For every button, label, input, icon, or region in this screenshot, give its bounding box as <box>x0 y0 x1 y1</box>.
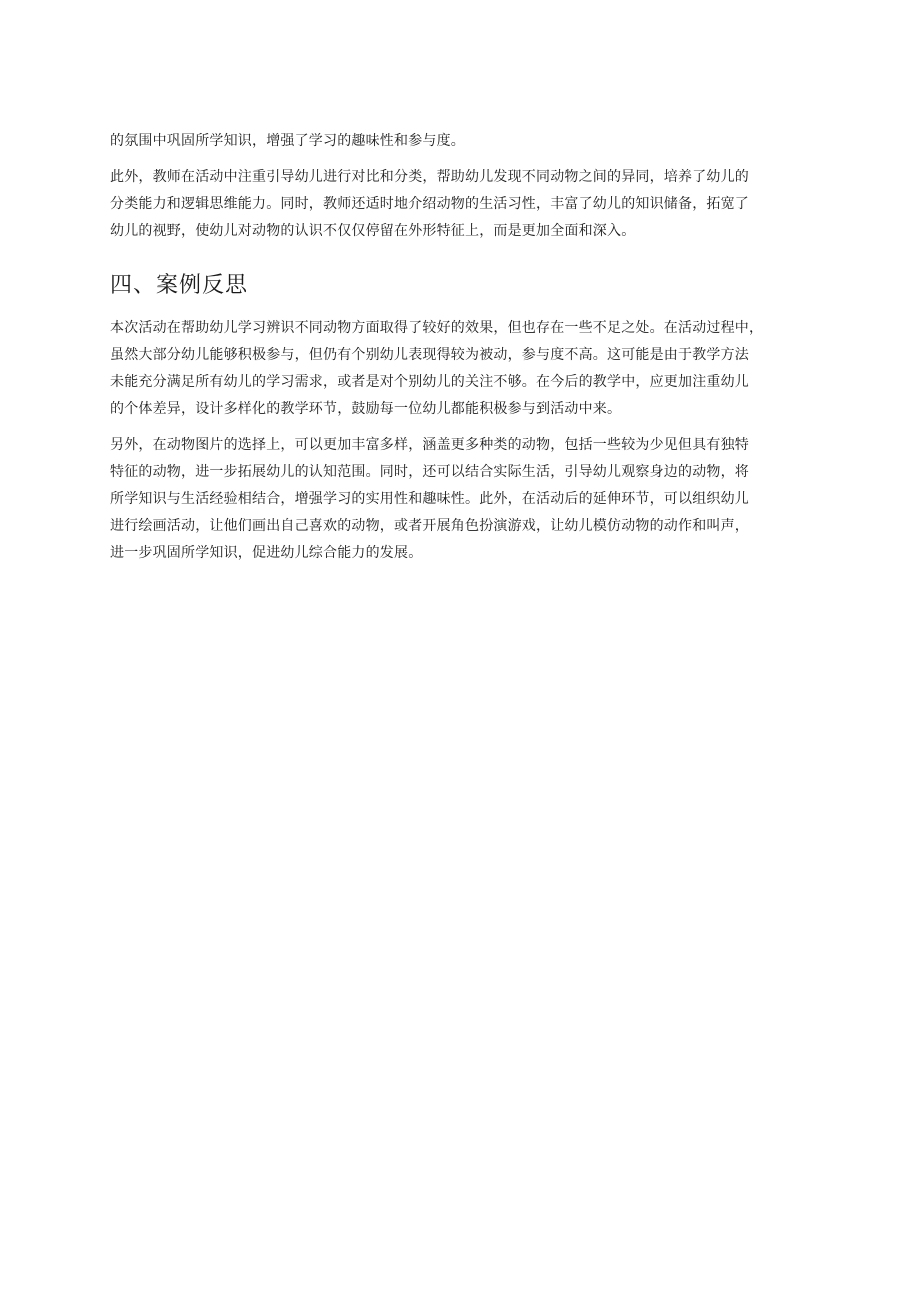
paragraph-1 <box>110 128 812 155</box>
paragraph-2 <box>110 164 812 245</box>
paragraph-line: 进一步巩固所学知识，促进幼儿综合能力的发展。 <box>110 545 423 561</box>
document-body <box>110 128 812 567</box>
paragraph-line: 特征的动物，进一步拓展幼儿的认知范围。同时，还可以结合实际生活，引导幼儿观察身边的动物，将 <box>110 464 749 480</box>
section-heading: 四、案例反思 <box>110 273 249 298</box>
paragraph-line: 幼儿的视野，使幼儿对动物的认识不仅仅停留在外形特征上，而是更加全面和深入。 <box>110 223 636 239</box>
paragraph-line: 未能充分满足所有幼儿的学习需求，或者是对个别幼儿的关注不够。在今后的教学中，应更加注重幼儿 <box>110 374 749 390</box>
paragraph-line: 此外，教师在活动中注重引导幼儿进行对比和分类，帮助幼儿发现不同动物之间的异同，培养了幼儿的 <box>110 169 749 185</box>
paragraph-line: 本次活动在帮助幼儿学习辨识不同动物方面取得了较好的效果，但也存在一些不足之处。在活动过程中， <box>110 320 764 336</box>
paragraph-line: 所学知识与生活经验相结合，增强学习的实用性和趣味性。此外，在活动后的延伸环节，可以组织幼儿 <box>110 491 749 507</box>
paragraph-line: 的个体差异，设计多样化的教学环节，鼓励每一位幼儿都能积极参与到活动中来。 <box>110 401 622 417</box>
paragraph-line: 虽然大部分幼儿能够积极参与，但仍有个别幼儿表现得较为被动，参与度不高。这可能是由于教学方法 <box>110 347 749 363</box>
paragraph-line: 另外，在动物图片的选择上，可以更加丰富多样，涵盖更多种类的动物，包括一些较为少见但具有独特 <box>110 437 749 453</box>
paragraph-4 <box>110 432 812 567</box>
paragraph-line: 进行绘画活动，让他们画出自己喜欢的动物，或者开展角色扮演游戏，让幼儿模仿动物的动作和叫声， <box>110 518 749 534</box>
paragraph-line: 的氛围中巩固所学知识，增强了学习的趣味性和参与度。 <box>110 133 465 149</box>
paragraph-line: 分类能力和逻辑思维能力。同时，教师还适时地介绍动物的生活习性，丰富了幼儿的知识储备，拓宽了 <box>110 196 749 212</box>
paragraph-3 <box>110 315 812 423</box>
